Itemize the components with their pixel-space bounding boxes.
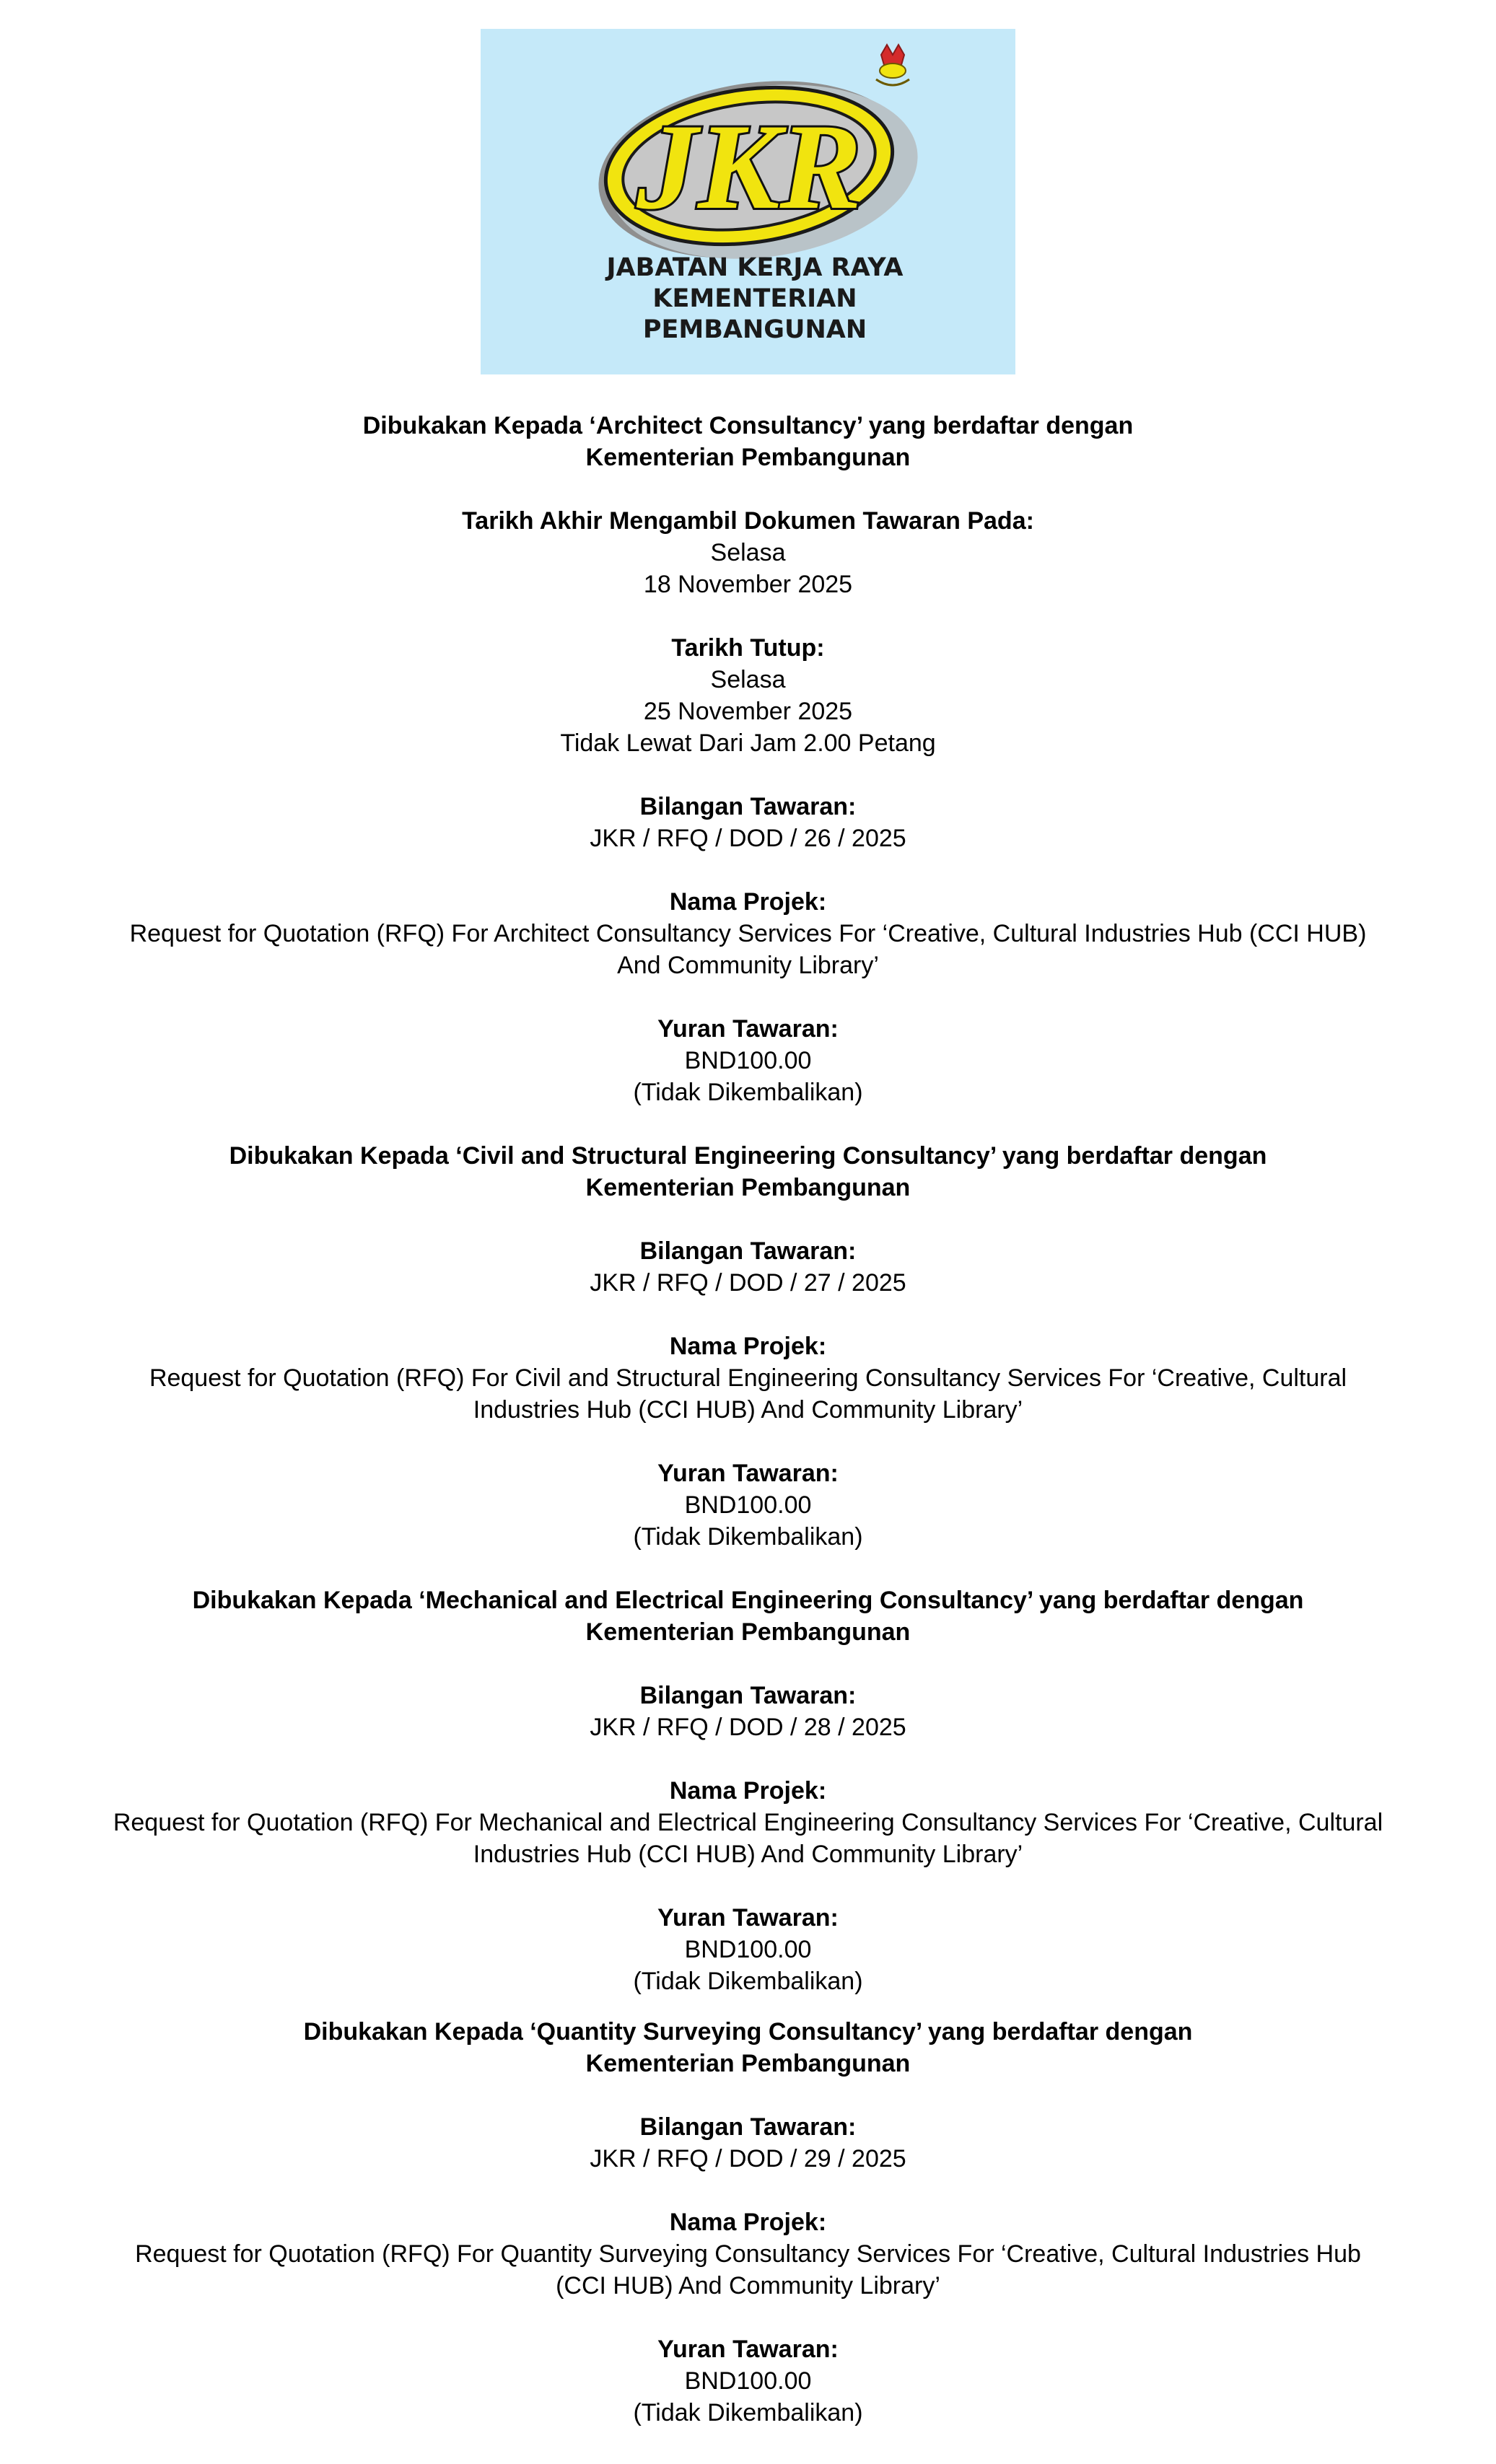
s2-open-line-2: Kementerian Pembangunan [585, 1174, 911, 1201]
s2-tender-no-label: Bilangan Tawaran: [639, 1237, 857, 1265]
s3-fee-label: Yuran Tawaran: [657, 1904, 839, 1932]
s1-fee-value: BND100.00 [684, 1047, 812, 1074]
s2-tender-no: JKR / RFQ / DOD / 27 / 2025 [590, 1269, 906, 1297]
s4-project-line-2: (CCI HUB) And Community Library’ [556, 2272, 940, 2299]
s3-tender-no-label: Bilangan Tawaran: [639, 1682, 857, 1709]
s1-close-label: Tarikh Tutup: [671, 634, 825, 662]
s4-project-label: Nama Projek: [669, 2209, 827, 2236]
s3-open-line-1: Dibukakan Kepada ‘Mechanical and Electrical Engineering Consultancy’ yang berdaftar dengan [192, 1587, 1304, 1614]
s3-tender-no: JKR / RFQ / DOD / 28 / 2025 [590, 1714, 906, 1741]
s1-pickup-day: Selasa [710, 539, 786, 566]
jkr-logo [481, 29, 1015, 374]
s2-fee-label: Yuran Tawaran: [657, 1460, 839, 1487]
logo-initials: JKR [637, 99, 862, 234]
s1-pickup-date: 18 November 2025 [643, 571, 853, 598]
s4-tender-no-label: Bilangan Tawaran: [639, 2113, 857, 2141]
logo-line-1: JABATAN KERJA RAYA [606, 253, 904, 282]
s3-project-line-1: Request for Quotation (RFQ) For Mechanical and Electrical Engineering Consultancy Services For ‘Creative, Cultural [113, 1809, 1383, 1836]
s3-project-line-2: Industries Hub (CCI HUB) And Community Library’ [473, 1841, 1023, 1868]
s4-fee-label: Yuran Tawaran: [657, 2336, 839, 2363]
s2-fee-value: BND100.00 [684, 1491, 812, 1519]
s1-project-line-2: And Community Library’ [617, 952, 879, 979]
crest-icon [876, 45, 909, 85]
s4-fee-value: BND100.00 [684, 2367, 812, 2395]
s1-fee-note: (Tidak Dikembalikan) [633, 1079, 863, 1106]
s1-project-label: Nama Projek: [669, 888, 827, 916]
s3-fee-note: (Tidak Dikembalikan) [633, 1968, 863, 1995]
s1-fee-label: Yuran Tawaran: [657, 1015, 839, 1043]
s2-project-label: Nama Projek: [669, 1333, 827, 1360]
logo-line-2: KEMENTERIAN [652, 284, 857, 313]
logo-line-3: PEMBANGUNAN [642, 315, 867, 344]
s3-project-label: Nama Projek: [669, 1777, 827, 1805]
s4-open-line-2: Kementerian Pembangunan [585, 2050, 911, 2077]
jkr-emblem-icon [481, 29, 1015, 374]
s4-open-line-1: Dibukakan Kepada ‘Quantity Surveying Consultancy’ yang berdaftar dengan [303, 2018, 1193, 2046]
s4-project-line-1: Request for Quotation (RFQ) For Quantity Surveying Consultancy Services For ‘Creative, Cultural Industries Hub [135, 2240, 1361, 2268]
s3-open-line-2: Kementerian Pembangunan [585, 1618, 911, 1646]
s1-pickup-label: Tarikh Akhir Mengambil Dokumen Tawaran Pada: [462, 507, 1034, 535]
s1-close-time: Tidak Lewat Dari Jam 2.00 Petang [560, 729, 936, 757]
s1-tender-no: JKR / RFQ / DOD / 26 / 2025 [590, 825, 906, 852]
s1-project-line-1: Request for Quotation (RFQ) For Architect Consultancy Services For ‘Creative, Cultural Industries Hub (CCI HUB) [129, 920, 1367, 947]
s2-project-line-1: Request for Quotation (RFQ) For Civil and Structural Engineering Consultancy Services For ‘Creative, Cultural [149, 1364, 1347, 1392]
s3-fee-value: BND100.00 [684, 1936, 812, 1963]
s1-open-line-1: Dibukakan Kepada ‘Architect Consultancy’ yang berdaftar dengan [362, 412, 1134, 439]
s2-open-line-1: Dibukakan Kepada ‘Civil and Structural Engineering Consultancy’ yang berdaftar dengan [229, 1142, 1267, 1170]
s2-project-line-2: Industries Hub (CCI HUB) And Community Library’ [473, 1396, 1023, 1424]
s1-close-day: Selasa [710, 666, 786, 693]
s2-fee-note: (Tidak Dikembalikan) [633, 1523, 863, 1551]
s4-fee-note: (Tidak Dikembalikan) [633, 2399, 863, 2426]
s1-open-line-2: Kementerian Pembangunan [585, 444, 911, 471]
s1-close-date: 25 November 2025 [643, 698, 853, 725]
s4-tender-no: JKR / RFQ / DOD / 29 / 2025 [590, 2145, 906, 2173]
s1-tender-no-label: Bilangan Tawaran: [639, 793, 857, 820]
